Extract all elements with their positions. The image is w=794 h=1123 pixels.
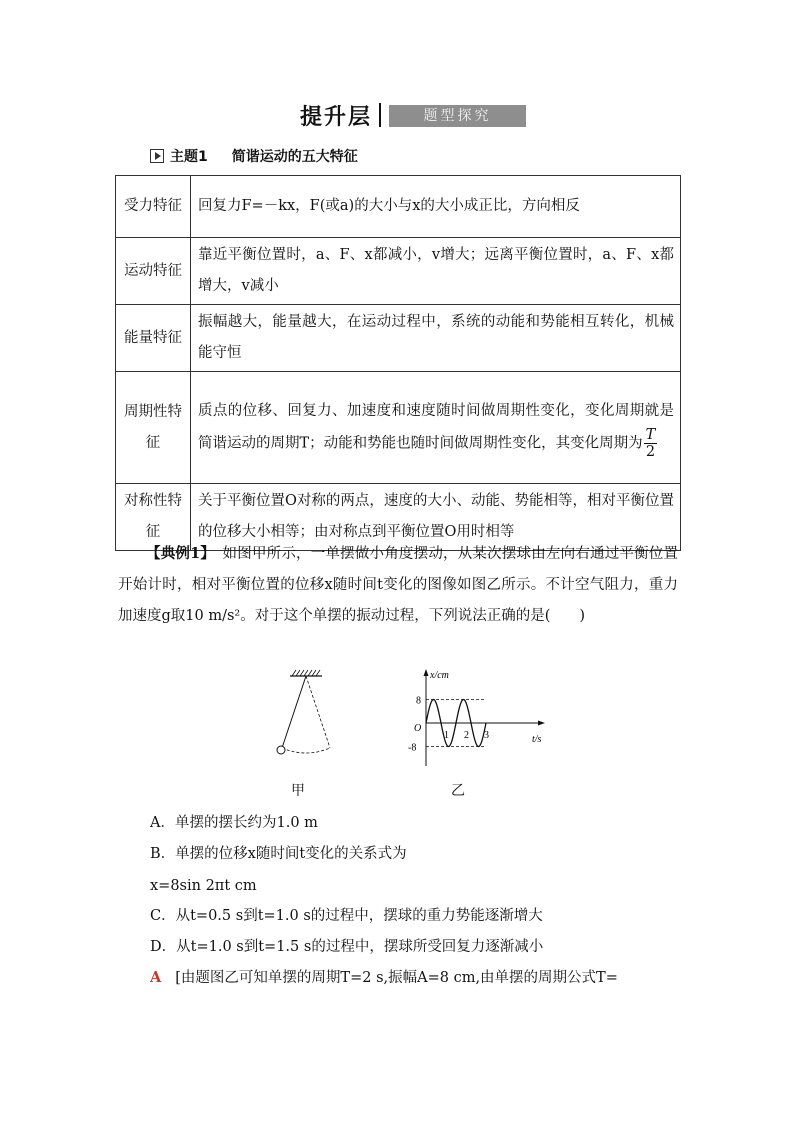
table-row	[116, 372, 681, 484]
x-tick-label: 3	[484, 730, 489, 741]
table-row	[116, 305, 681, 372]
answer-line	[150, 968, 680, 988]
option-text: 单摆的摆长约为1.0 m	[174, 815, 318, 831]
row-value: 回复力F=－kx，F(或a)的大小与x的大小成正比，方向相反	[191, 176, 681, 238]
example-text: 如图甲所示，一单摆做小角度摆动，从某次摆球由左向右通过平衡位置开始计时，相对平衡位置的位移x随时间t变化的图像如图乙所示。不计空气阻力，重力加速度g取10 m/s²。对于这个单摆的振动过程，下列说法正确的是( )	[118, 546, 679, 624]
row-key: 能量特征	[116, 305, 191, 372]
example-label: 【典例1】	[146, 545, 208, 562]
row-value: 靠近平衡位置时，a、F、x都减小，v增大；远离平衡位置时，a、F、x都增大，v减小	[191, 238, 681, 305]
play-triangle-icon	[150, 149, 164, 163]
displacement-time-graph	[408, 666, 550, 770]
option-b-formula	[150, 876, 257, 896]
option-letter: A．	[150, 815, 175, 831]
example-paragraph	[118, 538, 678, 632]
answer-letter: A	[150, 969, 162, 986]
option-letter: D．	[150, 939, 177, 955]
pendulum-figure	[262, 668, 352, 768]
figure-a-label: 甲	[291, 783, 305, 799]
right-extreme-dashed	[306, 676, 330, 748]
row-value-text: 质点的位移、回复力、加速度和速度随时间做周期性变化，变化周期就是简谐运动的周期T；动能和势能也随时间做周期性变化，其变化周期为	[198, 402, 674, 451]
fraction-denominator: 2	[645, 443, 656, 460]
x-axis-arrow	[538, 721, 545, 726]
topic-title: 简谐运动的五大特征	[231, 149, 358, 165]
swing-arc-dashed	[282, 748, 330, 753]
pendulum-string	[282, 676, 306, 748]
pendulum-bob	[277, 746, 285, 754]
table-row	[116, 238, 681, 305]
fraction-numerator: T	[645, 426, 656, 443]
topic-number: 主题1	[170, 149, 208, 165]
x-axis-label: t/s	[532, 734, 542, 745]
y-tick-label: 8	[416, 695, 421, 707]
row-key: 受力特征	[116, 176, 191, 238]
section-badge: 题型探究	[389, 105, 526, 127]
row-value: 关于平衡位置O对称的两点，速度的大小、动能、势能相等，相对平衡位置的位移大小相等；由对称点到平衡位置O用时相等	[191, 484, 681, 551]
answer-text: [由题图乙可知单摆的周期T=2 s,振幅A=8 cm,由单摆的周期公式T=	[175, 970, 618, 986]
section-title: 提升层	[300, 105, 373, 130]
table-row	[116, 176, 681, 238]
option-d	[150, 937, 543, 957]
option-text: 从t=0.5 s到t=1.0 s的过程中，摆球的重力势能逐渐增大	[175, 908, 543, 924]
x-tick-label: 2	[464, 730, 469, 741]
y-axis-arrow	[424, 669, 429, 676]
option-text: x=8sin 2πt cm	[150, 878, 257, 894]
option-letter: B．	[150, 846, 176, 862]
row-value	[191, 372, 681, 484]
row-value: 振幅越大，能量越大，在运动过程中，系统的动能和势能相互转化，机械能守恒	[191, 305, 681, 372]
y-axis-label: x/cm	[430, 670, 449, 681]
option-c	[150, 906, 543, 926]
row-key: 周期性特征	[116, 372, 191, 484]
title-divider	[379, 103, 381, 127]
row-key: 运动特征	[116, 238, 191, 305]
x-tick-label: 1	[444, 730, 449, 741]
row-key: 对称性特征	[116, 484, 191, 551]
option-text: 单摆的位移x随时间t变化的关系式为	[175, 846, 407, 862]
fraction	[644, 427, 658, 460]
topic-heading	[150, 146, 358, 166]
y-tick-label: -8	[408, 742, 417, 754]
origin-label: O	[414, 723, 422, 734]
features-table	[115, 175, 681, 551]
figure-b-label: 乙	[451, 783, 465, 799]
option-text: 从t=1.0 s到t=1.5 s的过程中，摆球所受回复力逐渐减小	[176, 939, 544, 955]
option-b	[150, 844, 407, 864]
ceiling-hatch	[290, 670, 322, 676]
option-a	[150, 813, 318, 833]
option-letter: C．	[150, 908, 176, 924]
